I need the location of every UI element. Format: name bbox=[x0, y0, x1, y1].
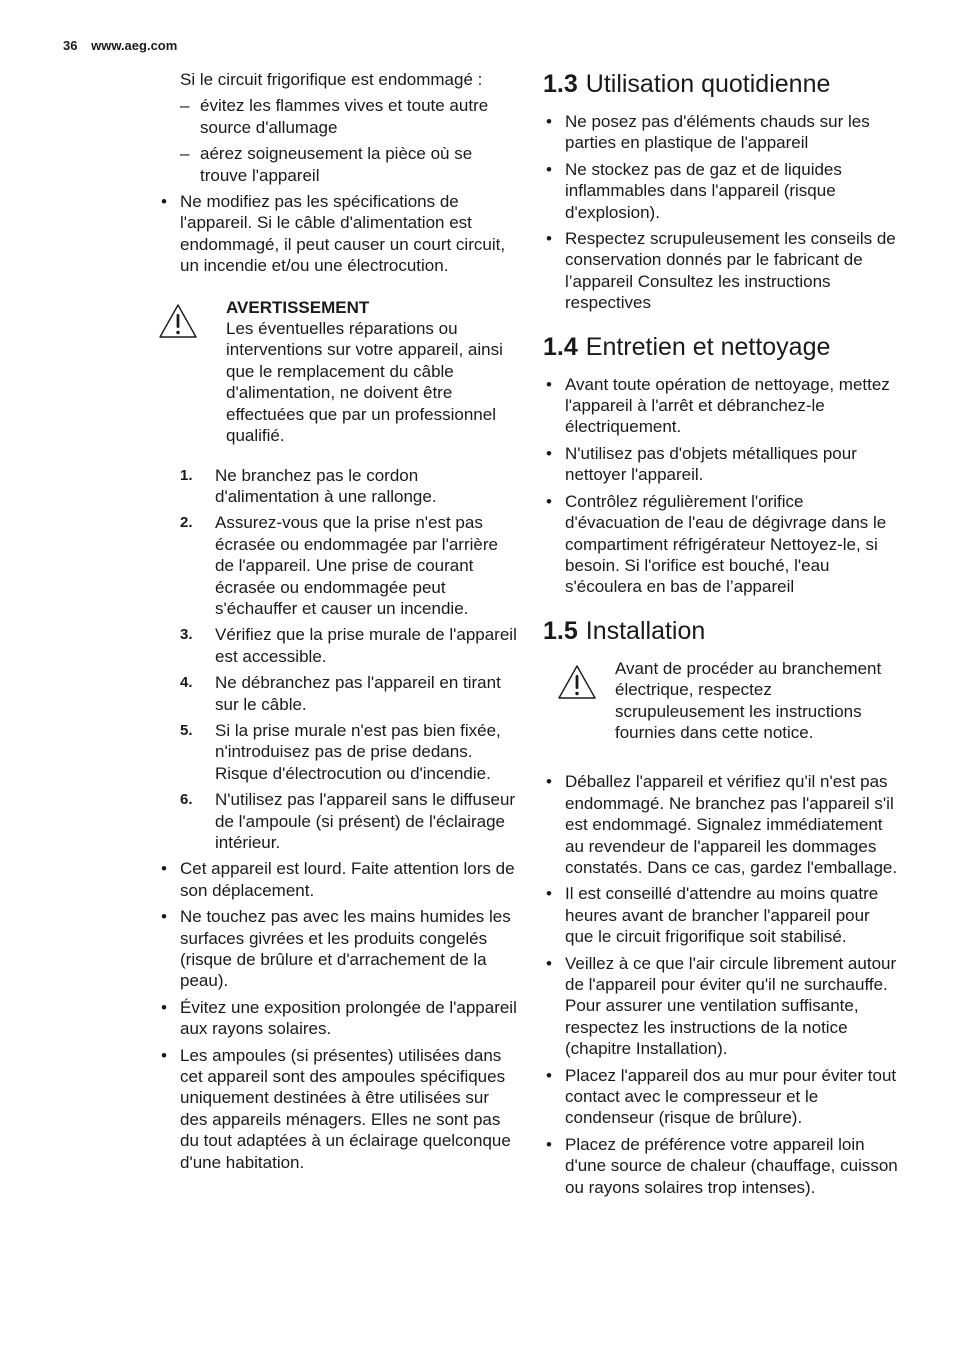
item-text: Ne branchez pas le cordon d'alimentation à une rallonge. bbox=[215, 465, 437, 506]
list-item: • Ne touchez pas avec les mains humides les surfaces givrées et les produits congelés (risque de brûlure et d'arrachement de la peau). bbox=[158, 906, 518, 992]
page-header bbox=[63, 38, 177, 53]
warning-triangle-icon bbox=[144, 297, 212, 339]
item-number: 1. bbox=[180, 466, 193, 484]
section-title: Installation bbox=[585, 616, 706, 645]
site-url: www.aeg.com bbox=[91, 38, 178, 53]
dash-list bbox=[158, 95, 518, 186]
list-item: • Ne modifiez pas les spécifications de l'appareil. Si le câble d'alimentation est endommagé, il peut causer un court circuit, un incendie et/ou une électrocution. bbox=[158, 191, 518, 277]
section-cleaning bbox=[543, 332, 899, 598]
bullet-list bbox=[158, 858, 518, 1173]
page-number: 36 bbox=[63, 38, 78, 53]
section-installation bbox=[543, 616, 899, 1198]
left-column bbox=[158, 69, 518, 1178]
list-item: • Contrôlez régulièrement l'orifice d'évacuation de l'eau de dégivrage dans le compartiment réfrigérateur Nettoyez-le, si besoin. Si l'orifice est bouché, l'eau s'écoulera en bas de l’appareil bbox=[543, 491, 899, 598]
numbered-item bbox=[158, 672, 518, 715]
item-text: Ne débranchez pas l'appareil en tirant sur le câble. bbox=[215, 673, 501, 714]
warning-box bbox=[543, 658, 899, 744]
bullet-list bbox=[543, 111, 899, 314]
item-number: 3. bbox=[180, 626, 193, 644]
item-text: Vérifiez que la prise murale de l'appareil est accessible. bbox=[215, 625, 517, 666]
section-number: 1.3 bbox=[543, 70, 578, 98]
list-item: • Respectez scrupuleusement les conseils de conservation donnés par le fabricant de l’appareil Consultez les instructions respectives bbox=[543, 228, 899, 314]
dash-item: – évitez les flammes vives et toute autre source d'allumage bbox=[158, 95, 518, 138]
item-number: 5. bbox=[180, 721, 193, 739]
warning-text: Avant de procéder au branchement électrique, respectez scrupuleusement les instructions fournies dans cette notice. bbox=[615, 658, 882, 742]
list-item: • Placez l'appareil dos au mur pour éviter tout contact avec le compresseur et le condenseur (risque de brûlure). bbox=[543, 1065, 899, 1129]
list-item: • Évitez une exposition prolongée de l'appareil aux rayons solaires. bbox=[158, 997, 518, 1040]
section-heading bbox=[543, 69, 899, 99]
bullet-list bbox=[543, 374, 899, 598]
intro-text: Si le circuit frigorifique est endommagé : bbox=[180, 70, 483, 89]
numbered-item bbox=[158, 624, 518, 667]
item-text: N'utilisez pas l'appareil sans le diffuseur de l'ampoule (si présent) de l'éclairage intérieur. bbox=[215, 790, 516, 852]
list-item: • Veillez à ce que l'air circule librement autour de l'appareil pour éviter qu'il ne surchauffe. Pour assurer une ventilation suffisante, respectez les instructions de la notice (chapitre Installation). bbox=[543, 953, 899, 1060]
right-column bbox=[543, 69, 899, 1216]
bullet-list bbox=[158, 191, 518, 277]
numbered-item bbox=[158, 465, 518, 508]
numbered-list bbox=[158, 465, 518, 854]
list-item: • Placez de préférence votre appareil loin d'une source de chaleur (chauffage, cuisson ou rayons solaires trop intenses). bbox=[543, 1134, 899, 1198]
warning-text: Les éventuelles réparations ou interventions sur votre appareil, ainsi que le remplacement du câble d'alimentation, ne doivent être effectuées que par un professionnel qualifié. bbox=[226, 319, 503, 446]
list-item: • Cet appareil est lourd. Faite attention lors de son déplacement. bbox=[158, 858, 518, 901]
list-item: • Il est conseillé d'attendre au moins quatre heures avant de brancher l'appareil pour que le circuit frigorifique soit stabilisé. bbox=[543, 883, 899, 947]
section-title: Entretien et nettoyage bbox=[585, 332, 831, 361]
item-number: 2. bbox=[180, 514, 193, 532]
section-heading bbox=[543, 332, 899, 362]
warning-triangle-icon bbox=[543, 658, 611, 700]
list-item: • Déballez l'appareil et vérifiez qu'il n'est pas endommagé. Ne branchez pas l'appareil s'il est endommagé. Signalez immédiatement au revendeur de l'appareil les dommages constatés. Dans ce cas, gardez l'emballage. bbox=[543, 771, 899, 878]
item-text: Si la prise murale n'est pas bien fixée, n'introduisez pas de prise dedans. Risque d'électrocution ou d'incendie. bbox=[215, 720, 501, 783]
section-number: 1.5 bbox=[543, 616, 578, 645]
list-item: • Ne stockez pas de gaz et de liquides inflammables dans l'appareil (risque d'explosion). bbox=[543, 159, 899, 223]
section-heading bbox=[543, 616, 899, 646]
numbered-item bbox=[158, 512, 518, 619]
section-title: Utilisation quotidienne bbox=[585, 70, 831, 98]
numbered-item bbox=[158, 789, 518, 853]
dash-item: – aérez soigneusement la pièce où se trouve l'appareil bbox=[158, 143, 518, 186]
list-item: • Avant toute opération de nettoyage, mettez l'appareil à l'arrêt et débranchez-le électriquement. bbox=[543, 374, 899, 438]
numbered-item bbox=[158, 720, 518, 784]
warning-box bbox=[158, 297, 518, 447]
bullet-list bbox=[543, 771, 899, 1198]
warning-title: AVERTISSEMENT bbox=[226, 297, 370, 317]
item-number: 4. bbox=[180, 674, 193, 692]
section-daily-use bbox=[543, 69, 899, 314]
list-item: • Ne posez pas d'éléments chauds sur les parties en plastique de l'appareil bbox=[543, 111, 899, 154]
list-item: • Les ampoules (si présentes) utilisées dans cet appareil sont des ampoules spécifiques uniquement destinées à être utilisées sur des appareils ménagers. Elles ne sont pas du tout adaptées à un éclairage quelconque d'une habitation. bbox=[158, 1045, 518, 1173]
item-text: Assurez-vous que la prise n'est pas écrasée ou endommagée par l'arrière de l'appareil. Une prise de courant écrasée ou endommagée peut s'échauffer et causer un incendie. bbox=[215, 513, 498, 618]
list-item: • N'utilisez pas d'objets métalliques pour nettoyer l'appareil. bbox=[543, 443, 899, 486]
item-number: 6. bbox=[180, 791, 193, 809]
section-number: 1.4 bbox=[543, 332, 578, 361]
